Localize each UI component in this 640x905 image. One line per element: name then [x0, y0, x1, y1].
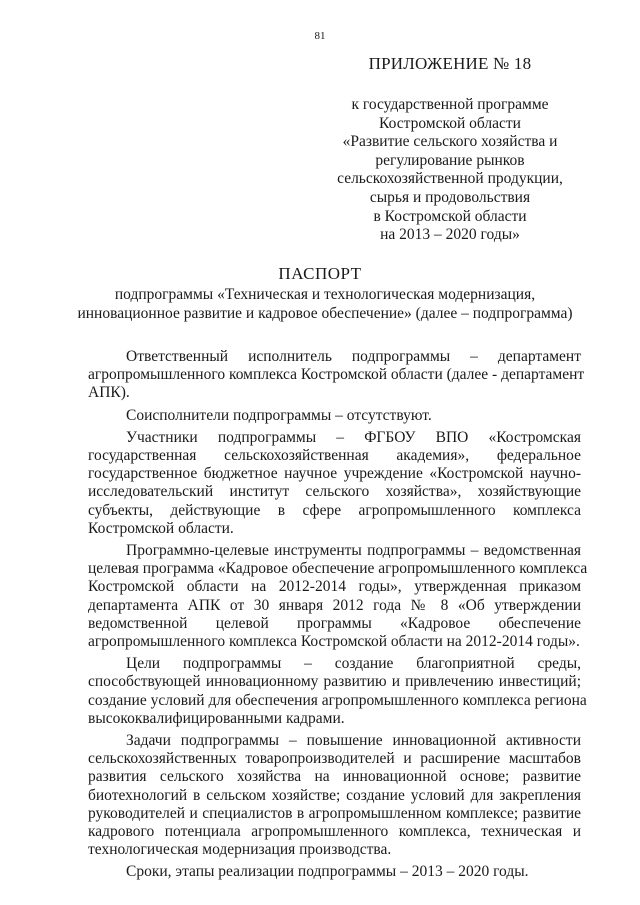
text-line: ведомственной целевой программы «Кадровое обеспечение: [88, 614, 581, 632]
passport-line: инновационное развитие и кадровое обеспечение» (далее – подпрограмма): [77, 304, 573, 322]
appendix-line: на 2013 – 2020 годы»: [380, 226, 520, 244]
text-line: создание условий для обеспечения агропромышленного комплекса региона: [88, 691, 587, 709]
text-line: исследовательский институт сельского хозяйства», хозяйствующие: [88, 483, 581, 501]
text-line: Программно-целевые инструменты подпрограммы – ведомственная: [126, 542, 581, 560]
text-line: агропромышленного комплекса Костромской области (далее - департамент: [88, 366, 585, 384]
text-line: государственное бюджетное научное учреждение «Костромской научно-: [88, 465, 581, 483]
text-line: Костромской области.: [88, 519, 234, 537]
text-line: государственная сельскохозяйственная академия», федеральное: [88, 447, 581, 465]
appendix-line: сырья и продовольствия: [369, 188, 531, 206]
text-line: способствующей инновационному развитию и привлечению инвестиций;: [88, 673, 581, 691]
appendix-subtitle: [300, 96, 600, 245]
passport-line: подпрограммы «Техническая и технологическая модернизация,: [114, 286, 536, 303]
appendix-line: к государственной программе: [351, 96, 549, 113]
text-line: агропромышленного комплекса Костромской области на 2012-2014 годы».: [88, 633, 580, 651]
text-line: Участники подпрограммы – ФГБОУ ВПО «Костромская: [126, 428, 581, 446]
appendix-line: «Развитие сельского хозяйства и: [342, 133, 558, 151]
text-line: Задачи подпрограммы – повышение инновационной активности: [126, 732, 581, 750]
appendix-title: ПРИЛОЖЕНИЕ № 18: [368, 54, 532, 73]
paragraph-instruments: [88, 542, 588, 651]
paragraph-participants: [88, 429, 581, 538]
text-line: субъекты, действующие в сфере агропромышленного комплекса: [88, 501, 581, 519]
text-line: Ответственный исполнитель подпрограммы – департамент: [126, 348, 581, 365]
text-line: развития сельского хозяйства на инновационной основе; развитие: [88, 768, 581, 786]
paragraph-timeline: [88, 863, 581, 881]
text-line: руководителей и специалистов в агропромышленном комплексе; развитие: [88, 804, 581, 822]
appendix-line: регулирование рынков: [375, 151, 525, 169]
passport-subtitle: [60, 286, 590, 323]
page-number: 81: [314, 30, 326, 42]
text-line: Сроки, этапы реализации подпрограммы – 2013 – 2020 годы.: [126, 863, 529, 881]
text-line: Костромской области на 2012-2014 годы», утвержденная приказом: [88, 578, 581, 596]
paragraph-responsible: [88, 348, 585, 403]
text-line: Соисполнители подпрограммы – отсутствуют.: [126, 406, 432, 424]
paragraph-co-executors: [88, 407, 581, 425]
text-line: биотехнологий в сельском хозяйстве; создание условий для закрепления: [88, 786, 581, 804]
text-line: сельскохозяйственных товаропроизводителей и расширение масштабов: [88, 750, 581, 768]
passport-title: ПАСПОРТ: [278, 264, 362, 283]
appendix-line: в Костромской области: [373, 207, 527, 225]
paragraph-tasks: [88, 732, 581, 859]
paragraph-goals: [88, 655, 587, 728]
text-line: высококвалифицированными кадрами.: [88, 709, 345, 727]
appendix-line: сельскохозяйственной продукции,: [337, 170, 563, 188]
text-line: целевая программа «Кадровое обеспечение агропромышленного комплекса: [88, 560, 588, 578]
text-line: кадрового потенциала агропромышленного комплекса, техническая и: [88, 823, 581, 841]
document-body: [88, 348, 588, 886]
appendix-line: Костромской области: [379, 114, 521, 132]
text-line: АПК).: [88, 384, 130, 402]
text-line: технологическая модернизация производства.: [88, 841, 392, 859]
text-line: Цели подпрограммы – создание благоприятной среды,: [126, 655, 581, 673]
text-line: департамента АПК от 30 января 2012 года № 8 «Об утверждении: [88, 596, 581, 614]
